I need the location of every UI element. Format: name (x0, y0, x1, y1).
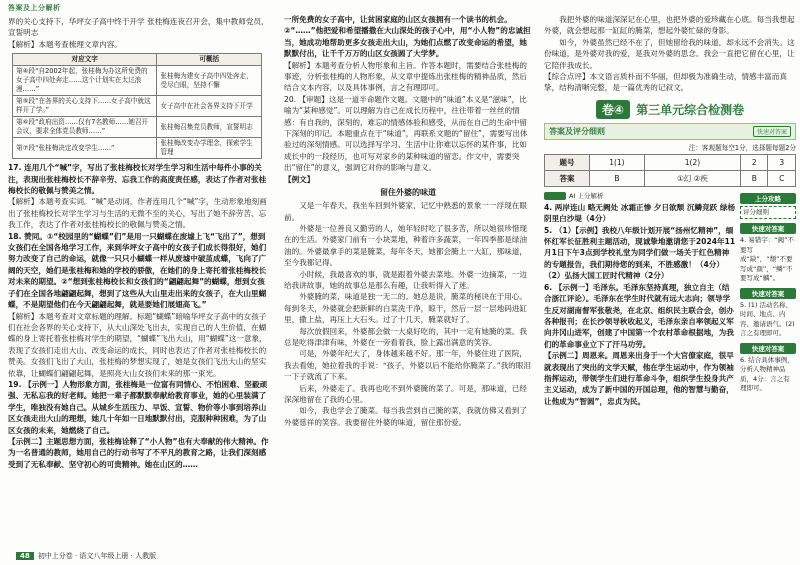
answer-19: 19. 【示例一】人物形象方面，张桂梅是一位富有同情心、不怕困难、坚毅顽强、无私忘我的好老师。她把一辈子都默默奉献给教育事业，她的心里装满了学生，唯独没有她自己。从城乡生活压力、早饭、宣誓、物价等小事到培养山区女孩走出大山的理想，她几十年如一日地默默付出，克服种种困难，为了山区女孩的未来，她燃烧了自己。 (8, 379, 268, 435)
essay-paragraph: 我把外婆的味道深深记在心里，也把外婆的爱珍藏在心底。每当我想起外婆，就会想起那一缸缸的腌菜，想起外婆忙碌的身影。 (544, 15, 795, 36)
answer-18: 18. 赞同。①“校园里的“蝴蝶”们”是用一只蝴蝶在废墟上飞“飞出了”，想到女孩们在全国各地学习工作，来到华坪女子高中的女孩子们成长得很好，她们努力改变了自己的命运，就像一只只小蝴蝶一样从废墟中破茧成蝶，飞向了广阔的天空，她们是张桂梅和她的学校的骄傲，在她们的身上寄托着张桂梅校长对未来的期望。②“想到张桂梅校长和女孩们的“翩翩起舞”的蝴蝶，想到女孩子们在全国各地翩翩起舞，想到了这些从大山里走出来的女孩子，在大山里蝴蝶，不是期望他们在今天翩翩起舞，就是要她们展翅高飞。” (8, 231, 267, 310)
essay-paragraph: 后来，外婆走了。我再也吃不到外婆腌的菜了。可是，那味道，已经深深地留在了我的心里。 (284, 383, 527, 404)
answer-5: 5. （1）【示例】我校八年级计划开展“扬州忆精神”，缅怀红军长征胜利主题活动，现诚挚地邀请您于2024年11月1日下午3点到学校礼堂为同学们做一场关于红色精神的专题报告，我们期待您的到来，不胜感激！（4分） (544, 225, 736, 269)
table-row (545, 154, 796, 170)
side-tips (740, 191, 796, 407)
page-number: 48 (16, 552, 34, 560)
essay-paragraph: 如今，我也学会了腌菜。每当我尝到自己腌的菜，我就仿佛又看到了外婆慈祥的笑容。我要留住外婆的味道，留住那份爱。 (284, 406, 527, 427)
analysis-17: 【解析】本题考查实词。“喊”是动词，作者连用几个“喊”字，生动形象地刻画出了张桂梅校长对学生学习与生活的无微不至的关心，写出了她不辞劳苦、忘我工作，表达了作者对张桂梅校长的敬佩与赞美之情。 (8, 197, 267, 230)
table-cell: 3 (768, 154, 796, 170)
side-text: 6. 结合具体事例，分析人物精神品质，4分：言之有理即可。 (740, 355, 794, 393)
table-header-summary: 可概括 (157, 54, 262, 66)
table-cell: 张桂梅召集党员教师，宣誓明志 (157, 117, 262, 138)
col2-answer-cont: 一所免费的女子高中，让贫困家庭的山区女孩拥有一个读书的机会。②“……”他把爱和希望播撒在大山深处的孩子心中，用“小人物”的忠诚担当，她成功地帮助更多女孩走出大山，为她们点燃了改变命运的希望，她默默付出，让千千万万的山区女孩圆了大学梦。 (284, 15, 531, 59)
left-column (8, 0, 270, 565)
table-cell: 答案 (545, 170, 590, 186)
table-header-text: 对应文字 (13, 54, 157, 66)
table-cell: 第⑤段“在各界的关心支持下……女子高中就这样开了学。” (13, 96, 157, 117)
paper-title: 第三单元综合检测卷 (636, 102, 745, 117)
answer-4: 4. 两岸连山 略无阙处 冰霜正惨 夕日欲颓 沉鳞竞跃 绿杨阴里白沙堤（4分） (544, 202, 736, 224)
table-cell: 第⑥段“政府出资……仅有7名教师……她召开会议，要求全体党员教师……” (13, 117, 157, 138)
page-footer (16, 551, 156, 561)
essay-paragraph: 外婆腌的菜，味道是独一无二的。她总是说，腌菜的秘诀在于用心。每到冬天，外婆就会把新鲜的白菜洗干净，晾干，然后一层一层地码进缸里，撒上盐，再压上大石头。过了十几天，腌菜就好了。 (284, 292, 527, 325)
table-cell: B (590, 170, 645, 186)
essay-paragraph: 每次放假回来，外婆都会做一大桌好吃的，其中一定有她腌的菜。我总是吃得津津有味，外婆在一旁看着我，脸上露出满意的笑容。 (284, 326, 527, 347)
table-cell: B (741, 170, 768, 186)
col2-analysis: 【解析】本题考查分析人物形象和主旨。作答本题时，需要结合张桂梅的事迹，分析张桂梅的人物形象，从文章中提炼出张桂梅的精神品质，然后结合文本内容，以及具体事例，言之有理即可。 (284, 60, 527, 93)
table-row (13, 96, 262, 117)
answer-detail-area (544, 191, 796, 407)
answer-banner-title: 答案及评分细则 (549, 126, 605, 136)
example-label: 【例文】 (284, 174, 315, 184)
ai-badge-icon (544, 192, 566, 200)
table-cell: 第⑦段“张桂梅决定改变学生……” (13, 138, 157, 159)
content-table (12, 53, 262, 159)
table-cell: 1(1) (590, 154, 645, 170)
table-cell: 题号 (545, 154, 590, 170)
essay-paragraph: 小时候，我最喜欢的事，就是跟着外婆去菜地。外婆一边摘菜，一边给我讲故事，她的故事总是那么有趣，让我听得入了迷。 (284, 269, 527, 290)
table-row (13, 66, 262, 96)
side-heading: 快速对答案 (740, 288, 796, 299)
essay-title: 留住外婆的味道 (380, 187, 436, 198)
side-text: 5. (1) 活动名称、时间、地点、内容、邀请语气。(2) 言之有理即可。 (740, 300, 795, 338)
col1-para-1: 界的关心支持下，华坪女子高中终于开学 张桂梅连夜召开会，集中教师党员，宣誓明志 (8, 17, 269, 38)
side-heading: 上分攻略 (740, 193, 796, 204)
scoring-note: 注：客观题每空1分，选择题每题2分 (688, 143, 796, 152)
side-text: 4. 易错字：“阙”不要写成“缺”，“颓”不要写成“颜”，“鳞”不要写成“麟”。 (740, 236, 795, 283)
answer-table (544, 154, 796, 187)
table-cell: C (768, 170, 796, 186)
table-row (545, 170, 796, 186)
answer-5-2: （2）弘扬大国工匠时代精神（2分） (544, 271, 669, 281)
answer-6: 6. 【示例一】毛泽东。毛泽东坚持真理，独立自主（结合浙江评论）。毛泽东在学生时代就有远大志向；领导学生反对湖南督军张敬尧，在北京、组织民主联合会，创办各种报刊；在长沙领导秋收起义，毛泽东亲自率领起义军向井冈山进军，创建了中国第一个农村革命根据地，为我们的革命事业立下了汗马功劳。 (544, 282, 734, 349)
table-cell: 张桂梅为建女子高中四处奔走，受尽白眼，坚持不懈 (157, 66, 262, 96)
answer-banner (544, 123, 796, 140)
essay-paragraph: 可是，外婆年纪大了，身体越来越不好。那一年，外婆住进了医院，我去看她，她拉着我的手说：“孩子，外婆以后不能给你腌菜了。”我的眼泪一下子就流了下来。 (284, 349, 531, 382)
col1-analysis-1: 【解析】本题考查梳理文章内容。 (8, 39, 122, 49)
table-row (13, 117, 262, 138)
answer-banner-tag: 快速对答案 (753, 126, 791, 137)
answer-20-review: 20. 【审题】这是一道半命题作文题。文题中的“味道”本义是“滋味”，比喻为“某种感觉”。可以理解为自己在成长历程中，往往带着一丝丝的情感：有自我的，深刻的、难忘的情感体验和感受，从而在自己的生命中留下深刻的印记。本题重点在于“味道”，再联系文题的“留住”，需要写出体验过的深刻情感。可以选择写学习、生活中让你难以忘怀的某件事，比如成长中的一段经历，也可写对家乡的某种味道的留恋。作文中，需要突出“留住”的意义，强调它对你的影响与意义。 (284, 94, 528, 173)
header-strip: 答案及上分解析 (8, 4, 61, 12)
table-cell: 张桂梅改变办学理念，探索学生管理 (157, 138, 262, 159)
answer-main (544, 191, 736, 407)
unit-test-title (544, 100, 796, 119)
overall-comment: 【综合点评】本文语言质朴而不华丽，但却极为准确生动，情感丰富而真挚，结构清晰完整，是一篇优秀的记叙文。 (544, 72, 787, 93)
table-cell: 女子高中在社会各界支持下开学 (157, 96, 262, 117)
table-cell: 第④段“自2002年起，张桂梅为办这所免费的女子高中四处奔走……这个计划实在太过浪漫……” (13, 66, 157, 96)
table-row (13, 138, 262, 159)
ai-label: AI 上分解析 (569, 191, 604, 200)
table-cell: 2 (741, 154, 768, 170)
essay-paragraph: 如今，外婆虽然已经不在了，但她留给我的味道，却永远不会消失。这份味道，是外婆对我的爱，是我对外婆的思念。我会一直把它留在心里，让它陪伴我成长。 (544, 37, 795, 70)
right-column (544, 0, 796, 565)
side-heading: 快速对答案 (740, 343, 796, 354)
side-heading: 快速对答案 (740, 223, 796, 234)
side-text: 评分细则 (740, 206, 796, 220)
table-cell: 1(2) (644, 154, 740, 170)
essay-paragraph: 又是一年春天，我坐车回到外婆家，记忆中熟悉的景象一一浮现在眼前。 (284, 201, 527, 222)
paper-number-badge: 卷④ (596, 100, 630, 119)
answer-6-example-2: 【示例二】周恩来。周恩来出身于一个大官僚家庭，很早就表现出了突出的文学天赋，他在学生运动中，作为领袖指挥运动，带领学生们进行革命斗争，组织学生投身共产主义运动，成为了新中国的开国总理，他的智慧与勤奋，让他成为“智圆”，忠贞为民。 (544, 351, 734, 406)
footer-label: 初中上分卷 · 语文八年级上册 · 人教版 (37, 552, 157, 560)
answer-19-example-2: 【示例二】主题思想方面，张桂梅诠释了“小人物”也有大奉献的伟大精神。作为一名普通的教师，她用自己的行动书写了不平凡的教育之路，让我们深刻感受到了无私奉献、坚守初心的可贵精神。她在山区的…… (8, 436, 269, 469)
table-cell: ①幻 ②疾 (644, 170, 740, 186)
essay-paragraph: 外婆是一位善良又勤劳的人，她年轻时吃了很多苦，所以她很珍惜现在的生活。外婆家门前有一小块菜地，种着许多蔬菜，一年四季都是绿油油的。外婆最拿手的菜是腌菜，每年冬天，她都会腌上一大缸，那味道，至今我都记得。 (284, 223, 527, 268)
answer-17: 17. 连用几个“喊”字，写出了张桂梅校长对学生学习和生活中每件小事的关注，表现出张桂梅校长不辞辛劳、忘我工作的高度责任感，表达了作者对张桂梅校长的敬佩与赞美之情。 (8, 163, 267, 196)
middle-column (284, 0, 532, 565)
ai-label-row (544, 191, 736, 200)
analysis-18: 【解析】本题考查对文章标题的理解。标题“蝴蝶”暗喻华坪女子高中的女孩子们在社会各界的关心支持下，从大山深处飞出去，实现自己的人生价值，在蝴蝶的身上寄托着张桂梅对学生的期望，“蝴蝶”飞出大山，用“蝴蝶”这一意象，表现了女孩们走出大山、改变命运的成长，同时也表达了作者对张桂梅校长的赞美。女孩们飞出了大山，张桂梅的梦想实现了，她是女孩们飞出大山的坚实依靠，让蝴蝶们翩翩起舞，是照亮大山女孩们未来的那一束光。 (8, 311, 267, 378)
